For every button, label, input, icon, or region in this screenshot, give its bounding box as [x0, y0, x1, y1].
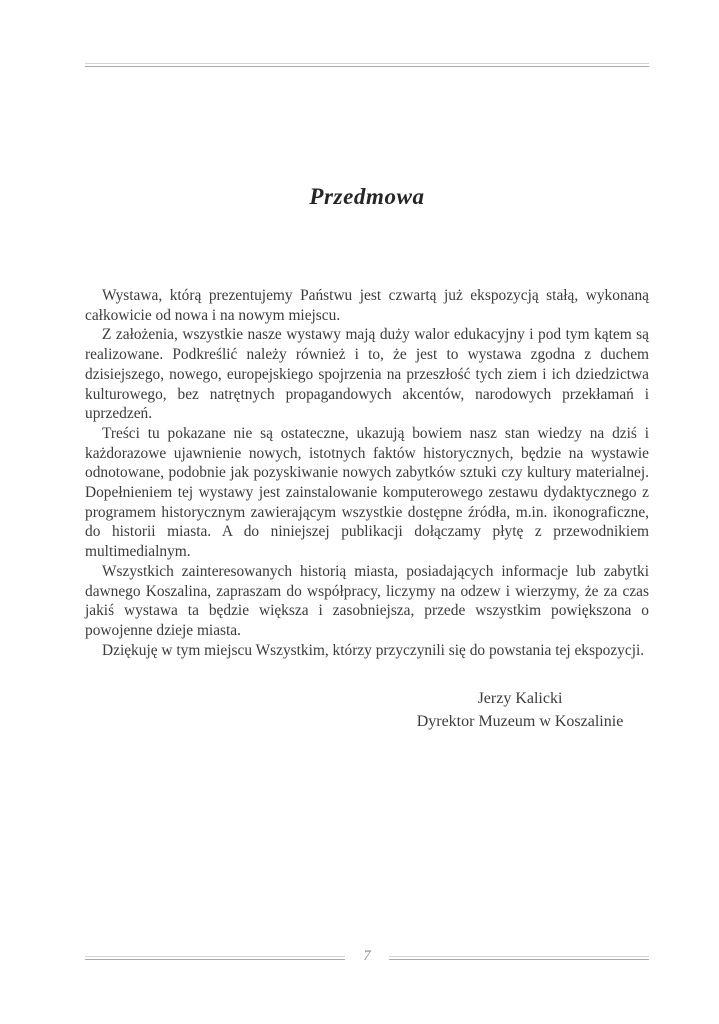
- footer-rule-left: [85, 956, 345, 960]
- footer: [85, 949, 649, 966]
- page-title: Przedmowa: [309, 184, 425, 209]
- footer-rule-right: [389, 956, 649, 960]
- signature-name: Jerzy Kalicki: [477, 690, 563, 707]
- signature-block: [360, 688, 680, 733]
- signature-role: Dyrektor Muzeum w Koszalinie: [416, 712, 624, 730]
- page-number: 7: [363, 948, 371, 964]
- paragraph: Wystawa, którą prezentujemy Państwu jest czwartą już ekspozycją stałą, wykonaną całkowicie od nowa i na nowym miejscu.: [85, 287, 649, 324]
- paragraph: Dziękuję w tym miejscu Wszystkim, którzy przyczynili się do powstania tej ekspozycji.: [102, 641, 645, 659]
- paragraph: Treści tu pokazane nie są ostateczne, ukazują bowiem nasz stan wiedzy na dziś i każdorazowe ujawnienie nowych, istotnych faktów historycznych, będzie na wystawie odnotowane, podobnie jak pozyskiwanie nowych zabytków sztuki czy kultury materialnej. Dopełnieniem tej wystawy jest zainstalowanie komputerowego zestawu dydaktycznego z programem historycznym zawierającym wszystkie dostępne źródła, m.in. ikonograficzne, do historii miasta. A do niniejszej publikacji dołączamy płytę z przewodnikiem multimedialnym.: [85, 424, 649, 561]
- paragraph: Z założenia, wszystkie nasze wystawy mają duży walor edukacyjny i pod tym kątem są realizowane. Podkreślić należy również i to, że jest to wystawa zgodna z duchem dzisiejszego, nowego, europejskiego spojrzenia na przeszłość tych ziem i ich dziedzictwa kulturowego, bez natrętnych propagandowych akcentów, narodowych przekłamań i uprzedzeń.: [85, 326, 649, 423]
- header-rule: [85, 63, 649, 67]
- paragraph: Wszystkich zainteresowanych historią miasta, posiadających informacje lub zabytki dawnego Koszalina, zapraszam do współpracy, liczymy na odzew i wierzymy, że za czas jakiś wystawa ta będzie większa i zasobniejsza, przede wszystkim powiększona o powojenne dzieje miasta.: [85, 562, 649, 639]
- preface-body: [85, 286, 649, 660]
